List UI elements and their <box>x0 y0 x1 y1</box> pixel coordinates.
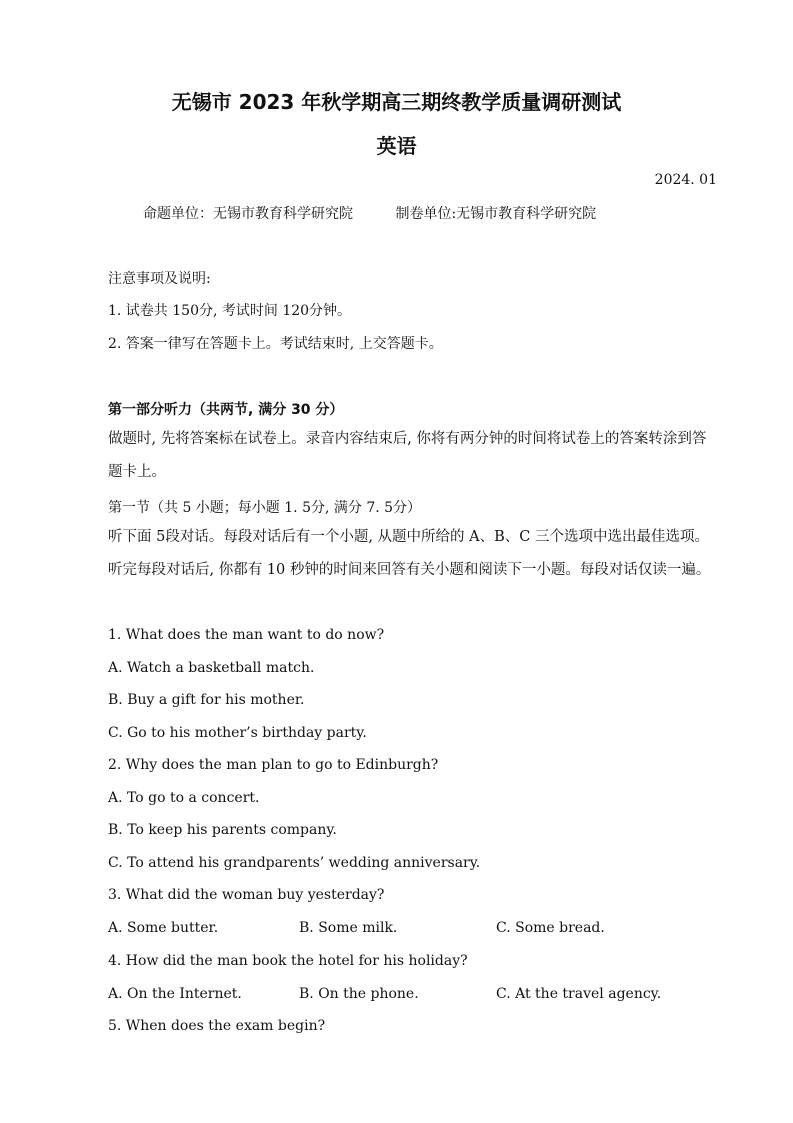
question-option: B. Buy a gift for his mother. <box>108 692 305 708</box>
question-stem: 1. What does the man want to do now? <box>108 627 385 643</box>
question-option: A. Some butter. <box>108 920 219 936</box>
notice-item: 2. 答案一律写在答题卡上。考试结束时, 上交答题卡。 <box>108 336 443 352</box>
question-option: B. To keep his parents company. <box>108 822 337 838</box>
question-option: C. To attend his grandparents’ wedding anniversary. <box>108 855 481 871</box>
question-stem: 4. How did the man book the hotel for his holiday? <box>108 953 468 969</box>
exam-date: 2024. 01 <box>654 172 717 188</box>
question-option: A. Watch a basketball match. <box>108 660 315 676</box>
part1-heading: 第一部分听力（共两节, 满分 30 分） <box>108 402 344 418</box>
question-stem: 3. What did the woman buy yesterday? <box>108 887 385 903</box>
question-option: A. To go to a concert. <box>108 790 260 806</box>
part1-instruction: 做题时, 先将答案标在试卷上。录音内容结束后, 你将有两分钟的时间将试卷上的答案转涂到答题卡上。 <box>108 431 707 480</box>
question-option: B. On the phone. <box>299 986 419 1002</box>
question-stem: 2. Why does the man plan to go to Edinburgh? <box>108 757 439 773</box>
subject-title: 英语 <box>376 134 417 158</box>
question-option: C. Some bread. <box>496 920 605 936</box>
exam-title: 无锡市 2023 年秋学期高三期终教学质量调研测试 <box>171 90 622 114</box>
section1-instruction: 听下面 5段对话。每段对话后有一个小题, 从题中所给的 A、B、C 三个选项中选出最佳选项。听完每段对话后, 你都有 10 秒钟的时间来回答有关小题和阅读下一小题。每段对话仅读一遍。 <box>108 529 711 578</box>
options-row <box>108 920 720 936</box>
units-line <box>143 203 596 223</box>
proposer-unit: 命题单位：无锡市教育科学研究院 <box>143 206 353 222</box>
notice-item: 1. 试卷共 150分, 考试时间 120分钟。 <box>108 303 352 319</box>
producer-unit: 制卷单位:无锡市教育科学研究院 <box>395 206 597 222</box>
options-row <box>108 986 720 1002</box>
question-option: A. On the Internet. <box>108 986 242 1002</box>
question-option: C. Go to his mother’s birthday party. <box>108 725 367 741</box>
question-stem: 5. When does the exam begin? <box>108 1018 326 1034</box>
section1-heading: 第一节（共 5 小题；每小题 1. 5分, 满分 7. 5分） <box>108 500 422 516</box>
question-option: C. At the travel agency. <box>496 986 662 1002</box>
question-option: B. Some milk. <box>299 920 398 936</box>
notice-heading: 注意事项及说明: <box>108 271 211 287</box>
